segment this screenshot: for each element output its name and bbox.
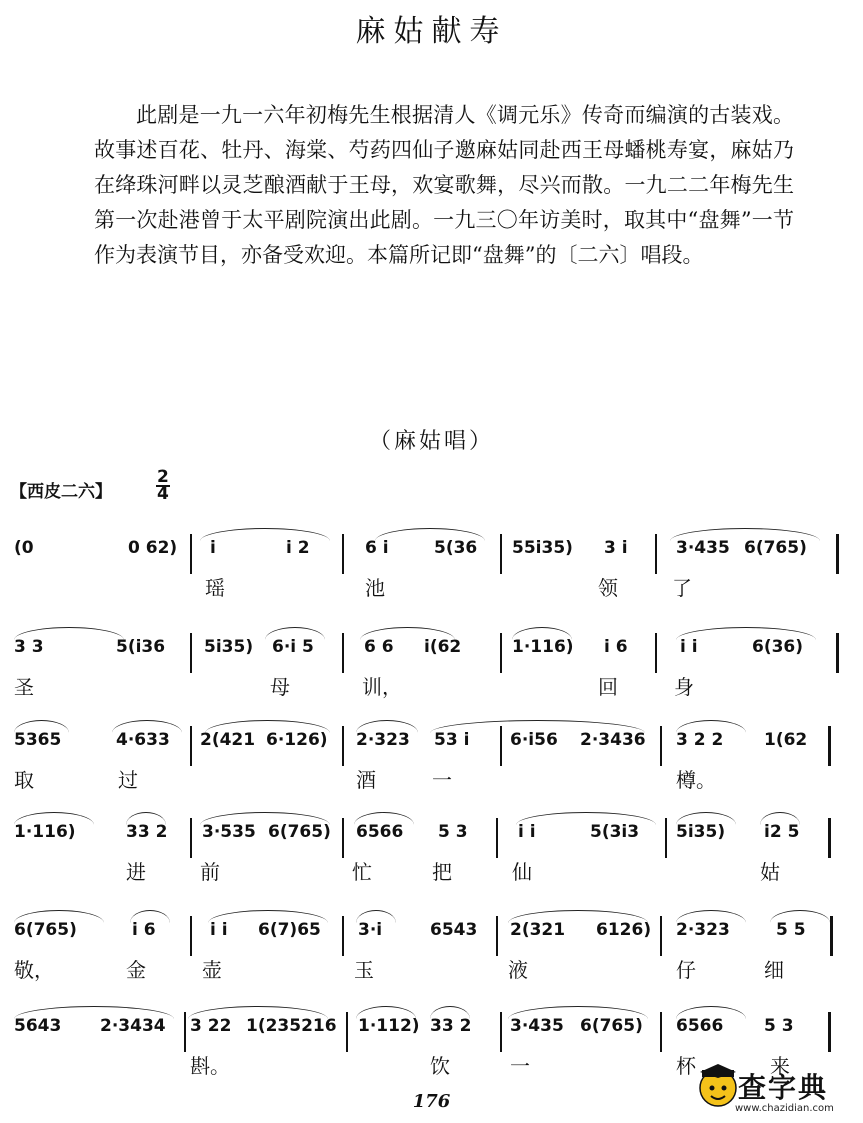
bar-line: [190, 916, 192, 956]
slur: [676, 1006, 746, 1019]
bar-line: [830, 916, 833, 956]
slur: [676, 720, 746, 733]
note-group: 1·116): [512, 637, 574, 657]
note-group: 3·435: [676, 538, 730, 558]
bar-line: [836, 534, 839, 574]
lyric: 忙: [352, 860, 372, 884]
note-group: 3·i: [358, 920, 383, 940]
note-group: 3·435: [510, 1016, 564, 1036]
lyric: 一: [432, 768, 452, 792]
slur: [112, 720, 182, 733]
lyric: 过: [118, 768, 138, 792]
singer-label: （麻姑唱）: [368, 429, 494, 454]
slur: [430, 1006, 470, 1019]
slur: [14, 910, 104, 923]
note-group: 6(36): [752, 637, 804, 657]
slur: [14, 627, 124, 640]
slur: [356, 910, 396, 923]
slur: [14, 1006, 174, 1019]
bar-line: [190, 818, 192, 858]
note-group: i(62: [424, 637, 462, 657]
lyric: 饮: [430, 1054, 450, 1078]
score-system: [0, 910, 863, 1000]
slur: [126, 812, 166, 825]
bar-line: [500, 633, 502, 673]
bar-line: [828, 818, 831, 858]
note-group: 53 i: [434, 730, 470, 750]
lyric: 把: [432, 860, 452, 884]
lyric: 取: [14, 768, 34, 792]
note-group: i 6: [604, 637, 628, 657]
note-group: i i: [210, 920, 228, 940]
lyric: 来: [770, 1054, 790, 1078]
slur: [14, 720, 69, 733]
slur: [360, 627, 455, 640]
slur: [356, 720, 418, 733]
note-group: 5 5: [776, 920, 806, 940]
slur: [200, 528, 330, 541]
note-group: 5 3: [438, 822, 468, 842]
note-group: 5(36: [434, 538, 478, 558]
lyric: 杯: [676, 1054, 696, 1078]
lyric: 樽。: [676, 768, 716, 792]
bar-line: [496, 916, 498, 956]
intro-paragraph: [94, 98, 794, 273]
note-group: 33 2: [430, 1016, 472, 1036]
note-group: 55i35): [512, 538, 573, 558]
score-system: [0, 528, 863, 618]
lyric: 圣: [14, 675, 34, 699]
note-group: 6 i: [365, 538, 389, 558]
lyric: 身: [674, 675, 694, 699]
lyric: 姑: [760, 860, 780, 884]
slur: [770, 910, 830, 923]
note-group: i2 5: [764, 822, 800, 842]
slur: [760, 812, 800, 825]
lyric: 回: [598, 675, 618, 699]
note-group: 5365: [14, 730, 62, 750]
note-group: 3 2 2: [676, 730, 724, 750]
slur: [676, 627, 816, 640]
note-group: 1(62: [764, 730, 808, 750]
watermark-brand: 查字典: [738, 1071, 829, 1104]
note-group: 5643: [14, 1016, 62, 1036]
bar-line: [660, 726, 662, 766]
note-group: 4·633: [116, 730, 170, 750]
bar-line: [184, 1012, 186, 1052]
note-group: 5i35): [204, 637, 254, 657]
slur: [130, 910, 170, 923]
watermark-url: www.chazidian.com: [735, 1103, 834, 1114]
note-group: 3·535: [202, 822, 256, 842]
bar-line: [828, 1012, 831, 1052]
note-group: 6566: [356, 822, 404, 842]
slur: [670, 528, 820, 541]
score-system: [0, 720, 863, 810]
slur: [512, 627, 572, 640]
lyric: 敬，: [14, 958, 54, 982]
lyric: 酒: [356, 768, 376, 792]
lyric: 训，: [362, 675, 402, 699]
lyric: 玉: [354, 958, 374, 982]
lyric: 仙: [512, 860, 532, 884]
lyric: 一: [510, 1054, 530, 1078]
page-number: 176: [412, 1091, 451, 1112]
bar-line: [655, 633, 657, 673]
note-group: 2·323: [676, 920, 730, 940]
note-group: 3 i: [604, 538, 628, 558]
bar-line: [665, 818, 667, 858]
note-group: 6(7)65: [258, 920, 321, 940]
note-group: 6126): [596, 920, 652, 940]
note-group: 6(765): [14, 920, 77, 940]
slur: [430, 720, 645, 733]
note-group: 2(421: [200, 730, 256, 750]
note-group: 2(321: [510, 920, 566, 940]
bar-line: [828, 726, 831, 766]
slur: [205, 720, 330, 733]
note-group: 6(765): [744, 538, 807, 558]
note-group: 2·323: [356, 730, 410, 750]
bar-line: [190, 726, 192, 766]
note-group: 3 22: [190, 1016, 232, 1036]
lyric: 前: [200, 860, 220, 884]
note-group: 1·112): [358, 1016, 420, 1036]
time-signature-denominator: 4: [157, 484, 169, 504]
lyric: 瑶: [205, 576, 225, 600]
note-group: i i: [518, 822, 536, 842]
slur: [508, 910, 648, 923]
score-system: [0, 812, 863, 902]
note-group: 33 2: [126, 822, 168, 842]
lyric: 金: [126, 958, 146, 982]
slur: [676, 812, 736, 825]
bar-line: [660, 916, 662, 956]
slur: [508, 1006, 648, 1019]
note-group: 1·116): [14, 822, 76, 842]
lyric: 液: [508, 958, 528, 982]
bar-line: [836, 633, 839, 673]
note-group: i: [210, 538, 216, 558]
note-group: (0: [14, 538, 34, 558]
lyric: 细: [764, 958, 784, 982]
note-group: i i: [680, 637, 698, 657]
bar-line: [342, 818, 344, 858]
score-system: [0, 627, 863, 717]
bar-line: [655, 534, 657, 574]
bar-line: [342, 633, 344, 673]
note-group: 6566: [676, 1016, 724, 1036]
bar-line: [500, 534, 502, 574]
slur: [356, 1006, 416, 1019]
bar-line: [342, 726, 344, 766]
note-group: 5(3i3: [590, 822, 640, 842]
note-group: 6·i56: [510, 730, 558, 750]
slur: [375, 528, 485, 541]
note-group: 3 3: [14, 637, 44, 657]
page-title: 麻姑献寿: [355, 14, 508, 49]
time-signature: [156, 467, 170, 504]
slur: [188, 1006, 328, 1019]
slur: [200, 812, 330, 825]
note-group: 6(765): [580, 1016, 643, 1036]
slur: [265, 627, 325, 640]
note-group: 0 62): [128, 538, 178, 558]
mode-label: 【西皮二六】: [10, 482, 112, 502]
note-group: i 2: [286, 538, 310, 558]
bar-line: [190, 534, 192, 574]
lyric: 领: [598, 576, 618, 600]
note-group: 6 6: [364, 637, 394, 657]
note-group: 6(765): [268, 822, 331, 842]
note-group: 2·3436: [580, 730, 646, 750]
slur: [208, 910, 328, 923]
note-group: i 6: [132, 920, 156, 940]
lyric: 进: [126, 860, 146, 884]
note-group: 1(235216: [246, 1016, 337, 1036]
note-group: 5 3: [764, 1016, 794, 1036]
bar-line: [190, 633, 192, 673]
note-group: 5i35): [676, 822, 726, 842]
bar-line: [500, 1012, 502, 1052]
lyric: 壶: [202, 958, 222, 982]
bar-line: [346, 1012, 348, 1052]
bar-line: [342, 916, 344, 956]
note-group: 6543: [430, 920, 478, 940]
bar-line: [342, 534, 344, 574]
lyric: 了: [672, 576, 692, 600]
lyric: 斟。: [190, 1054, 230, 1078]
slur: [516, 812, 656, 825]
note-group: 6·i 5: [272, 637, 314, 657]
time-signature-numerator: 2: [157, 467, 169, 487]
slur: [676, 910, 746, 923]
lyric: 母: [270, 675, 290, 699]
slur: [354, 812, 414, 825]
slur: [14, 812, 94, 825]
bar-line: [660, 1012, 662, 1052]
intro-text: 此剧是一九一六年初梅先生根据清人《调元乐》传奇而编演的古装戏。故事述百花、牡丹、海棠、芍药四仙子邀麻姑同赴西王母蟠桃寿宴，麻姑乃在绛珠河畔以灵芝酿酒献于王母，欢宴歌舞，尽兴而散。一九二二年梅先生第一次赴港曾于太平剧院演出此剧。一九三〇年访美时，取其中“盘舞”一节作为表演节目，亦备受欢迎。本篇所记即“盘舞”的〔二六〕唱段。: [94, 103, 794, 267]
note-group: 6·126): [266, 730, 328, 750]
bar-line: [496, 818, 498, 858]
note-group: 2·3434: [100, 1016, 166, 1036]
note-group: 5(i36: [116, 637, 166, 657]
lyric: 池: [365, 576, 385, 600]
lyric: 仔: [676, 958, 696, 982]
